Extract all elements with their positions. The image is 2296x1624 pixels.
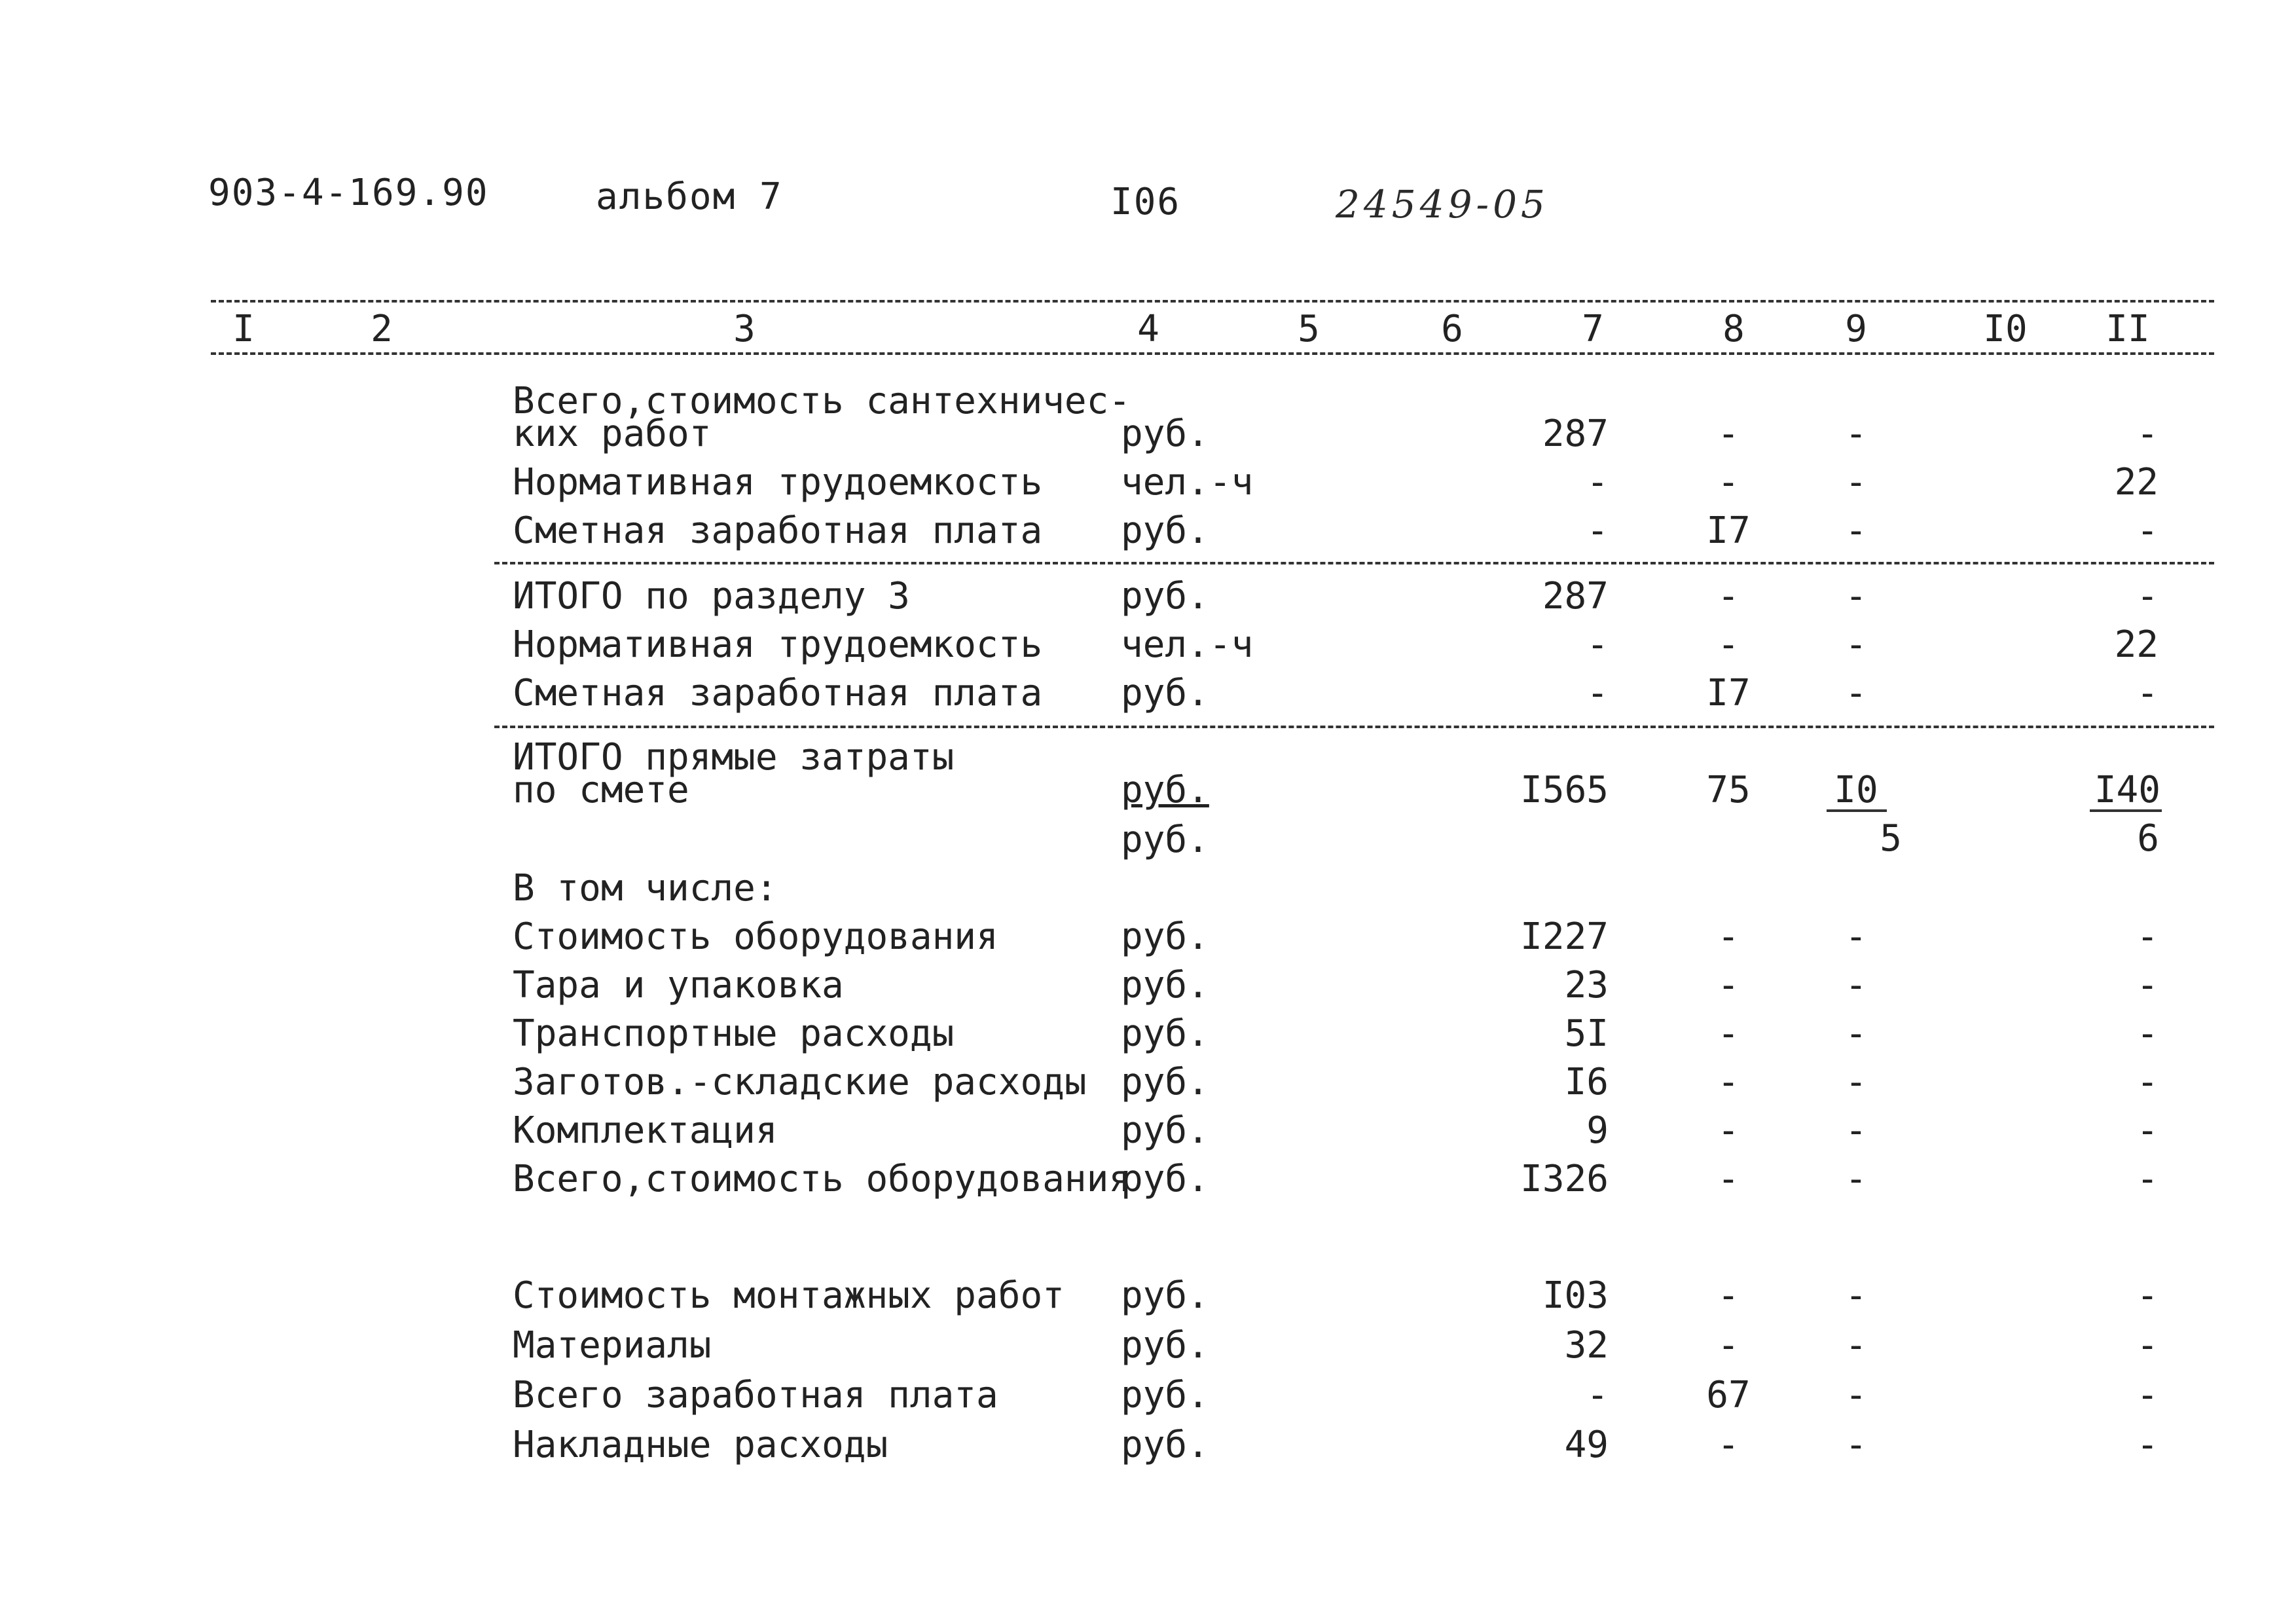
table-row [0,915,2296,965]
cell-col7: - [1586,509,1609,552]
table-row [0,575,2296,625]
table-row [0,1158,2296,1208]
cell-col7: 287 [1542,575,1609,618]
row-unit: руб. [1121,509,1209,552]
table-row [0,1274,2296,1324]
section-divider [494,562,2214,564]
row-label: Нормативная трудоемкость [513,623,1043,666]
cell-col8: - [1717,623,1740,666]
table-row [0,1424,2296,1473]
cell-col9: - [1845,1324,1867,1367]
fraction-line [1827,809,1887,812]
table-row [0,1061,2296,1111]
cell-col7: - [1586,461,1609,504]
cell-col11: - [2136,575,2159,618]
cell-col11: - [2136,1324,2159,1367]
column-number: 5 [1298,308,1320,350]
column-number: 4 [1137,308,1159,350]
row-label: Стоимость оборудования [513,915,998,958]
column-number: 7 [1582,308,1604,350]
cell-col8: - [1717,1324,1740,1367]
row-label: ИТОГО по разделу 3 [513,575,910,618]
row-unit: руб. [1121,819,1209,861]
row-unit: руб. [1121,915,1209,958]
cell-col8: - [1717,1274,1740,1317]
table-row [0,964,2296,1014]
cell-col9: - [1845,413,1867,455]
cell-col11: - [2136,1109,2159,1152]
cell-col7: I03 [1542,1274,1609,1317]
header-top-divider [211,300,2214,303]
cell-col8: - [1717,1061,1740,1103]
column-number: I0 [1983,308,2028,350]
row-label: Заготов.-складские расходы [513,1061,1087,1103]
cell-col7: - [1586,1374,1609,1416]
table-row [0,461,2296,511]
cell-col11: - [2136,1374,2159,1416]
row-unit: руб. [1121,1424,1209,1466]
cell-col11: - [2136,1158,2159,1200]
row-label: Тара и упаковка [513,964,844,1006]
row-label: Накладные расходы [513,1424,888,1466]
cell-col7: - [1586,623,1609,666]
table-row [0,1324,2296,1374]
cell-col8: - [1717,413,1740,455]
table-row [0,623,2296,673]
row-unit: руб. [1121,769,1209,811]
row-unit: чел.-ч [1121,461,1254,504]
cell-col8: 67 [1706,1374,1751,1416]
row-unit: руб. [1121,1061,1209,1103]
handwritten-code: 24549-05 [1336,182,1549,227]
including-label: В том числе: [513,867,778,910]
cell-col9: - [1845,1012,1867,1055]
table-row [0,1374,2296,1424]
cell-col8: 75 [1706,769,1751,811]
table-row [0,509,2296,559]
row-label: Всего,стоимость сантехничес- [513,380,1131,422]
cell-col8: - [1717,1424,1740,1466]
cell-col11: - [2136,1274,2159,1317]
cell-col11: - [2136,413,2159,455]
row-unit: руб. [1121,964,1209,1006]
cell-col9: - [1845,1109,1867,1152]
cell-col7: - [1586,672,1609,714]
cell-col11: - [2136,915,2159,958]
cell-col9: - [1845,964,1867,1006]
cell-col8: I7 [1706,509,1751,552]
cell-col8: - [1717,1109,1740,1152]
cell-col9: - [1845,1424,1867,1466]
row-label: Транспортные расходы [513,1012,955,1055]
cell-col11: - [2136,1424,2159,1466]
cell-col9: - [1845,461,1867,504]
cell-col8: - [1717,1158,1740,1200]
row-unit: руб. [1121,575,1209,618]
header-bottom-divider [211,352,2214,355]
cell-col7: 32 [1564,1324,1609,1367]
row-label: Комплектация [513,1109,778,1152]
cell-col8: - [1717,964,1740,1006]
table-row [0,1012,2296,1062]
cell-col9: - [1845,575,1867,618]
fraction-line [2090,809,2162,812]
row-label-continuation: ких работ [513,413,712,455]
table-row [0,672,2296,722]
column-number: II [2105,308,2150,350]
fraction-numerator-col11: I40 [2094,769,2160,811]
row-label: Материалы [513,1324,712,1367]
column-number: 2 [371,308,393,350]
row-unit: руб. [1121,1158,1209,1200]
cell-col7: 287 [1542,413,1609,455]
column-number: 9 [1845,308,1867,350]
cell-col11: - [2136,509,2159,552]
table-row [0,1109,2296,1159]
cell-col8: - [1717,461,1740,504]
column-number: 6 [1441,308,1463,350]
column-number: 3 [733,308,756,350]
page-number: I06 [1110,181,1181,223]
column-number: I [232,308,255,350]
cell-col8: I7 [1706,672,1751,714]
cell-col9: - [1845,509,1867,552]
cell-col8: - [1717,575,1740,618]
row-label-continuation: по смете [513,769,689,811]
cell-col9: - [1845,623,1867,666]
row-label: Сметная заработная плата [513,672,1043,714]
cell-col9: - [1845,1274,1867,1317]
row-unit: руб. [1121,1324,1209,1367]
cell-col7: I6 [1564,1061,1609,1103]
cell-col7: I326 [1520,1158,1609,1200]
row-label: Нормативная трудоемкость [513,461,1043,504]
cell-col9: - [1845,915,1867,958]
table-row [0,380,2296,462]
cell-col7: 49 [1564,1424,1609,1466]
row-unit: руб. [1121,1274,1209,1317]
cell-col7: I227 [1520,915,1609,958]
row-unit: руб. [1121,1012,1209,1055]
cell-col7: 23 [1564,964,1609,1006]
row-label: Всего заработная плата [513,1374,998,1416]
row-label: ИТОГО прямые затраты [513,736,955,779]
fraction-denominator-col9: 5 [1880,817,1902,860]
section-divider [494,726,2214,728]
cell-col11: 22 [2114,461,2159,504]
cell-col9: - [1845,672,1867,714]
column-number: 8 [1722,308,1745,350]
cell-col11: - [2136,1012,2159,1055]
cell-col9: - [1845,1374,1867,1416]
fraction-numerator-col9: I0 [1834,769,1878,811]
album-label: альбом 7 [596,175,783,218]
row-unit: руб. [1121,672,1209,714]
row-unit: руб. [1121,413,1209,455]
table-row [0,867,2296,917]
row-unit: чел.-ч [1121,623,1254,666]
cell-col7: 9 [1586,1109,1609,1152]
cell-col7: 5I [1564,1012,1609,1055]
row-unit: руб. [1121,1374,1209,1416]
table-row [0,819,2296,868]
cell-col11: - [2136,1061,2159,1103]
cell-col8: - [1717,915,1740,958]
cell-col7: I565 [1520,769,1609,811]
cell-col11: - [2136,964,2159,1006]
row-label: Стоимость монтажных работ [513,1274,1065,1317]
cell-col11: 22 [2114,623,2159,666]
cell-col11: - [2136,672,2159,714]
cell-col9: - [1845,1158,1867,1200]
cell-col8: - [1717,1012,1740,1055]
document-code: 903-4-169.90 [208,172,489,214]
row-unit: руб. [1121,1109,1209,1152]
row-label: Сметная заработная плата [513,509,1043,552]
row-label: Всего,стоимость оборудования [513,1158,1131,1200]
table-row-direct-costs [0,736,2296,819]
fraction-denominator-col11: 6 [2137,817,2159,860]
cell-col9: - [1845,1061,1867,1103]
